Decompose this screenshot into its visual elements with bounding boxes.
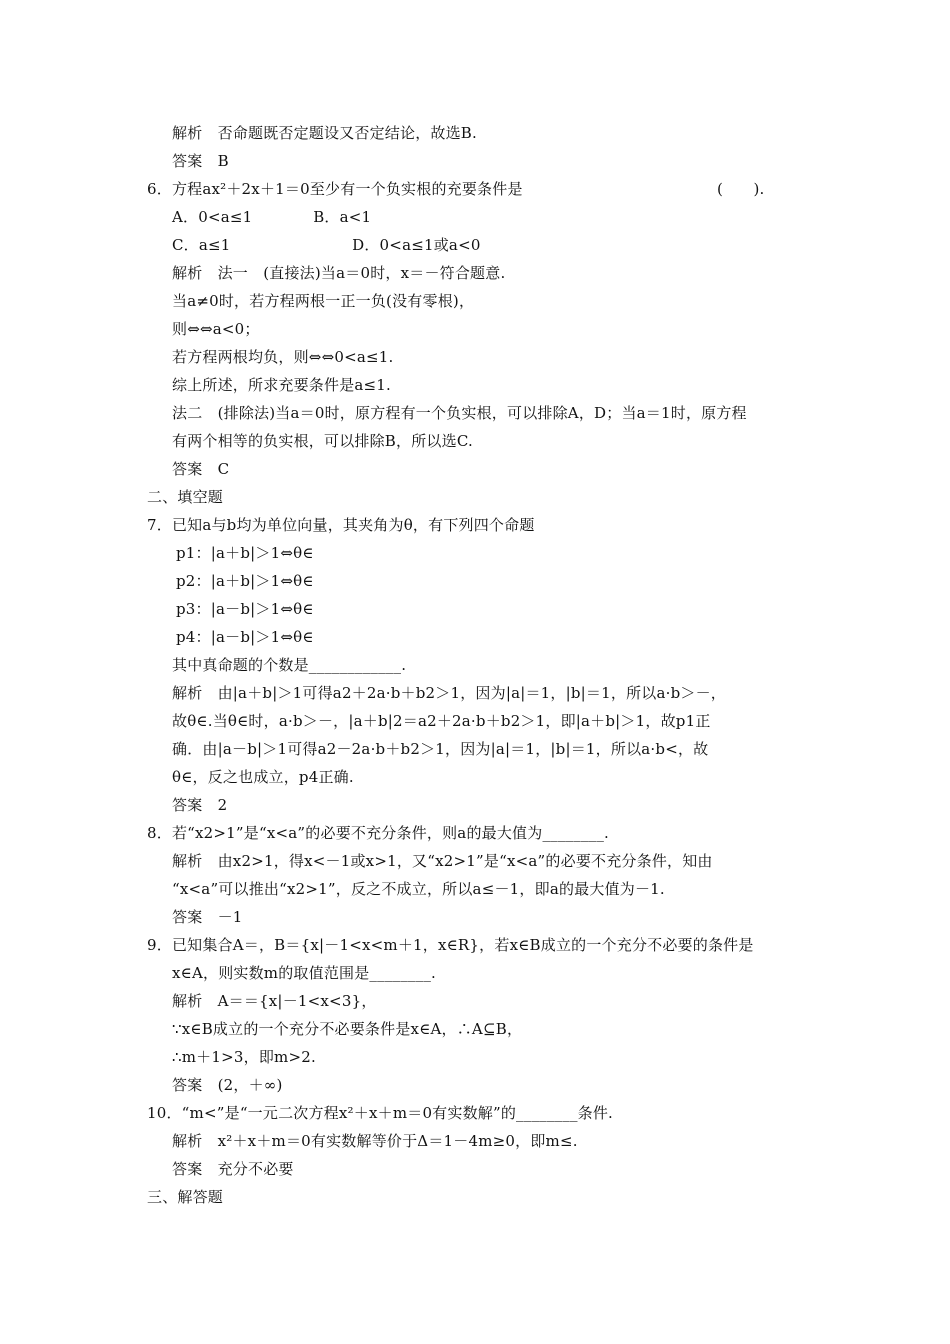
q9-analysis-line: ∴m＋1>3，即m>2.	[172, 1048, 316, 1066]
q9-question-line: x∈A，则实数m的取值范围是________.	[172, 964, 436, 982]
q5-answer: 答案 B	[172, 152, 229, 170]
q10-answer: 答案 充分不必要	[172, 1160, 294, 1178]
q6-analysis-line: 当a≠0时，若方程两根一正一负(没有零根)，	[172, 292, 475, 310]
q6-analysis-method1: 解析 法一 (直接法)当a＝0时，x＝－符合题意.	[172, 264, 506, 282]
q7-analysis-line: θ∈，反之也成立，p4正确.	[172, 768, 354, 786]
q6-answer-paren: ( ).	[717, 180, 765, 198]
q6-analysis-line: 综上所述，所求充要条件是a≤1.	[172, 376, 392, 394]
q7-analysis: 解析 由|a＋b|＞1可得a2＋2a·b＋b2＞1，因为|a|＝1，|b|＝1，所以a·b＞－，	[172, 684, 726, 702]
q6-options-ab: A．0<a≤1 B．a<1	[172, 208, 372, 226]
q10-analysis: 解析 x²＋x＋m＝0有实数解等价于Δ＝1－4m≥0，即m≤.	[172, 1132, 578, 1150]
q9-analysis: 解析 A＝＝{x|－1<x<3}，	[172, 992, 377, 1010]
q7-analysis-line: 确．由|a－b|＞1可得a2－2a·b＋b2＞1，因为|a|＝1，|b|＝1，所以a·b<，故	[172, 740, 709, 758]
q8-answer: 答案 －1	[172, 908, 243, 926]
q10-question: 10．“m<”是“一元二次方程x²＋x＋m＝0有实数解”的________条件.	[147, 1104, 614, 1122]
q8-analysis: 解析 由x2>1，得x<－1或x>1，又“x2>1”是“x<a”的必要不充分条件，知由	[172, 852, 713, 870]
q7-proposition-p3: p3：|a－b|＞1⇔θ∈	[176, 600, 314, 618]
q7-blank: 其中真命题的个数是____________.	[172, 656, 407, 674]
q6-options-cd: C．a≤1 D．0<a≤1或a<0	[172, 236, 481, 254]
q5-analysis: 解析 否命题既否定题设又否定结论，故选B.	[172, 124, 477, 142]
q7-answer: 答案 2	[172, 796, 228, 814]
q9-analysis-line: ∵x∈B成立的一个充分不必要条件是x∈A，∴A⊆B，	[172, 1020, 523, 1038]
q6-question: 6．方程ax²＋2x＋1＝0至少有一个负实根的充要条件是	[147, 180, 523, 198]
q6-analysis-method2: 法二 (排除法)当a＝0时，原方程有一个负实根，可以排除A，D；当a＝1时，原方程	[172, 404, 747, 422]
q8-analysis-line: “x<a”可以推出“x2>1”，反之不成立，所以a≤－1，即a的最大值为－1.	[172, 880, 665, 898]
q7-question: 7．已知a与b均为单位向量，其夹角为θ，有下列四个命题	[147, 516, 535, 534]
q6-analysis-line: 若方程两根均负，则⇔⇔0<a≤1.	[172, 348, 394, 366]
q7-proposition-p1: p1：|a＋b|＞1⇔θ∈	[176, 544, 314, 562]
q7-analysis-line: 故θ∈.当θ∈时，a·b＞－，|a＋b|2＝a2＋2a·b＋b2＞1，即|a＋b|＞1，故p1正	[172, 712, 711, 730]
q6-analysis-line: 则⇔⇔a<0；	[172, 320, 260, 338]
q7-proposition-p2: p2：|a＋b|＞1⇔θ∈	[176, 572, 314, 590]
section-heading-solutions: 三、解答题	[147, 1188, 224, 1206]
q6-analysis-line: 有两个相等的负实根，可以排除B，所以选C.	[172, 432, 473, 450]
section-heading-fill-in: 二、填空题	[147, 488, 224, 506]
q6-answer: 答案 C	[172, 460, 230, 478]
q8-question: 8．若“x2>1”是“x<a”的必要不充分条件，则a的最大值为________.	[147, 824, 610, 842]
q9-question: 9．已知集合A＝，B＝{x|－1<x<m＋1，x∈R}，若x∈B成立的一个充分不必要的条件是	[147, 936, 754, 954]
q7-proposition-p4: p4：|a－b|＞1⇔θ∈	[176, 628, 314, 646]
q9-answer: 答案 (2，＋∞)	[172, 1076, 283, 1094]
